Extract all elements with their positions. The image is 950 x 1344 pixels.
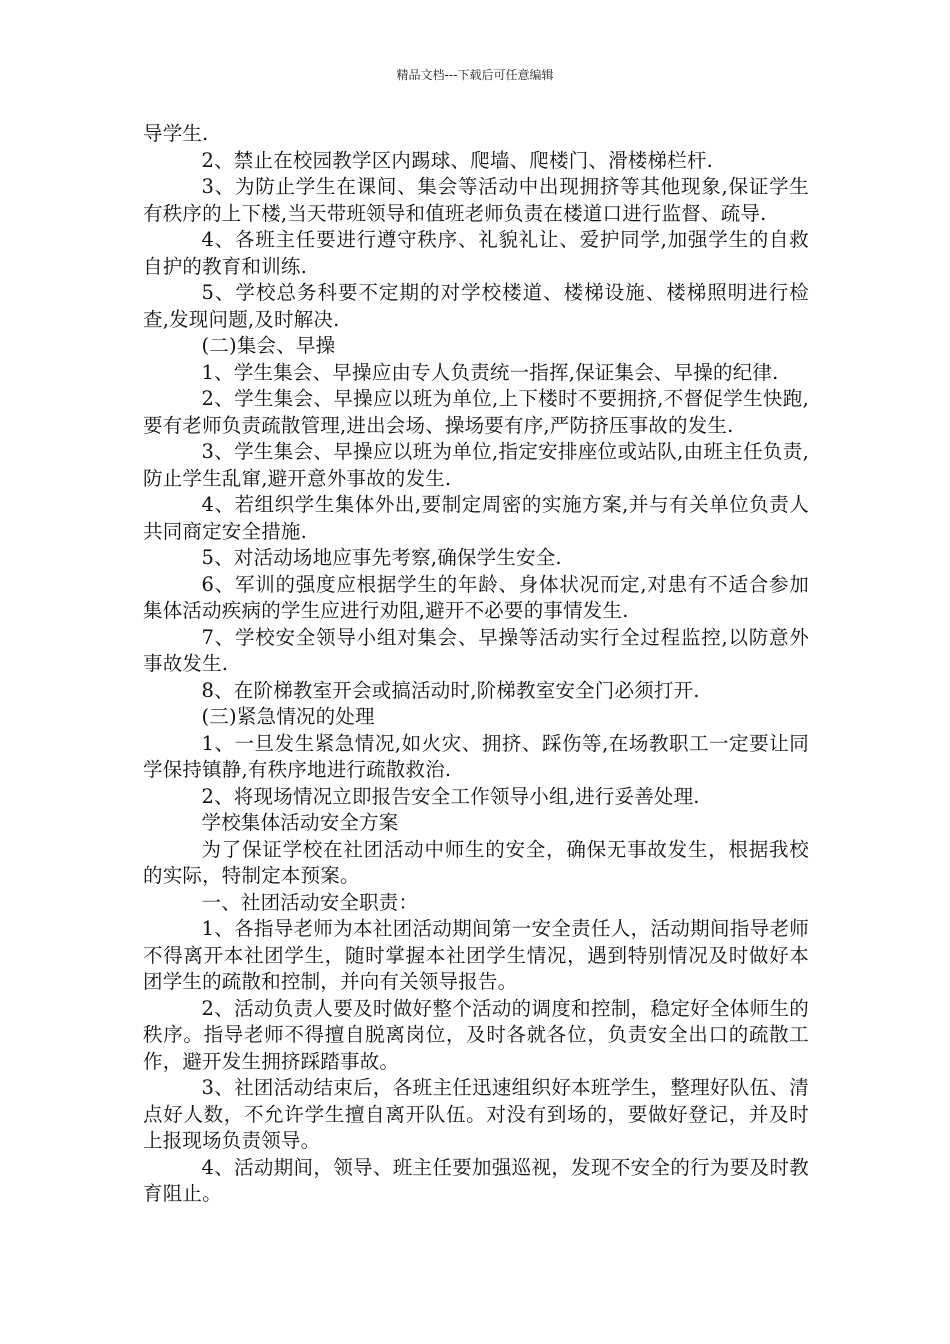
document-title: 学校集体活动安全方案	[201, 811, 399, 834]
paragraph: 4、各班主任要进行遵守秩序、礼貌礼让、爱护同学,加强学生的自救自护的教育和训练.	[143, 228, 809, 278]
paragraph: 2、将现场情况立即报告安全工作领导小组,进行妥善处理.	[201, 784, 700, 808]
document-body	[143, 121, 809, 1208]
paragraph: 1、学生集会、早操应由专人负责统一指挥,保证集会、早操的纪律.	[201, 360, 779, 384]
paragraph: 导学生.	[143, 122, 209, 145]
paragraph: 2、活动负责人要及时做好整个活动的调度和控制，稳定好全体师生的秩序。指导老师不得擅自脱离岗位，及时各就各位，负责安全出口的疏散工作，避开发生拥挤踩踏事故。	[143, 996, 809, 1073]
section-heading: 一、社团活动安全职责：	[201, 890, 419, 914]
paragraph: 4、活动期间，领导、班主任要加强巡视，发现不安全的行为要及时教育阻止。	[143, 1155, 809, 1205]
paragraph: 1、一旦发生紧急情况,如火灾、拥挤、踩伤等,在场教职工一定要让同学保持镇静,有秩序地进行疏散救治.	[143, 731, 809, 781]
paragraph: 2、禁止在校园教学区内踢球、爬墙、爬楼门、滑楼梯栏杆.	[201, 148, 714, 172]
paragraph: 1、各指导老师为本社团活动期间第一安全责任人，活动期间指导老师不得离开本社团学生，随时掌握本社团学生情况，遇到特别情况及时做好本团学生的疏散和控制，并向有关领导报告。	[143, 917, 809, 993]
paragraph: 2、学生集会、早操应以班为单位,上下楼时不要拥挤,不督促学生快跑,要有老师负责疏散管理,进出会场、操场要有序,严防挤压事故的发生.	[143, 387, 809, 437]
paragraph: 6、军训的强度应根据学生的年龄、身体状况而定,对患有不适合参加集体活动疾病的学生应进行劝阻,避开不必要的事情发生.	[143, 572, 809, 622]
section-heading: (二)集会、早操	[201, 334, 336, 357]
paragraph: 4、若组织学生集体外出,要制定周密的实施方案,并与有关单位负责人共同商定安全措施.	[143, 493, 809, 543]
paragraph: 7、学校安全领导小组对集会、早操等活动实行全过程监控,以防意外事故发生.	[143, 625, 809, 675]
page-header: 精品文档---下载后可任意编辑	[396, 68, 554, 82]
paragraph: 8、在阶梯教室开会或搞活动时,阶梯教室安全门必须打开.	[201, 678, 700, 702]
section-heading: (三)紧急情况的处理	[201, 705, 375, 728]
paragraph: 为了保证学校在社团活动中师生的安全，确保无事故发生，根据我校的实际，特制定本预案。	[143, 837, 809, 887]
paragraph: 3、学生集会、早操应以班为单位,指定安排座位或站队,由班主任负责,防止学生乱窜,避开意外事故的发生.	[143, 440, 809, 490]
paragraph: 3、为防止学生在课间、集会等活动中出现拥挤等其他现象,保证学生有秩序的上下楼,当天带班领导和值班老师负责在楼道口进行监督、疏导.	[143, 175, 809, 225]
paragraph: 5、学校总务科要不定期的对学校楼道、楼梯设施、楼梯照明进行检查,发现问题,及时解决.	[143, 281, 809, 331]
paragraph: 3、社团活动结束后，各班主任迅速组织好本班学生，整理好队伍、清点好人数，不允许学生擅自离开队伍。对没有到场的，要做好登记，并及时上报现场负责领导。	[143, 1076, 809, 1152]
paragraph: 5、对活动场地应事先考察,确保学生安全.	[201, 546, 562, 569]
